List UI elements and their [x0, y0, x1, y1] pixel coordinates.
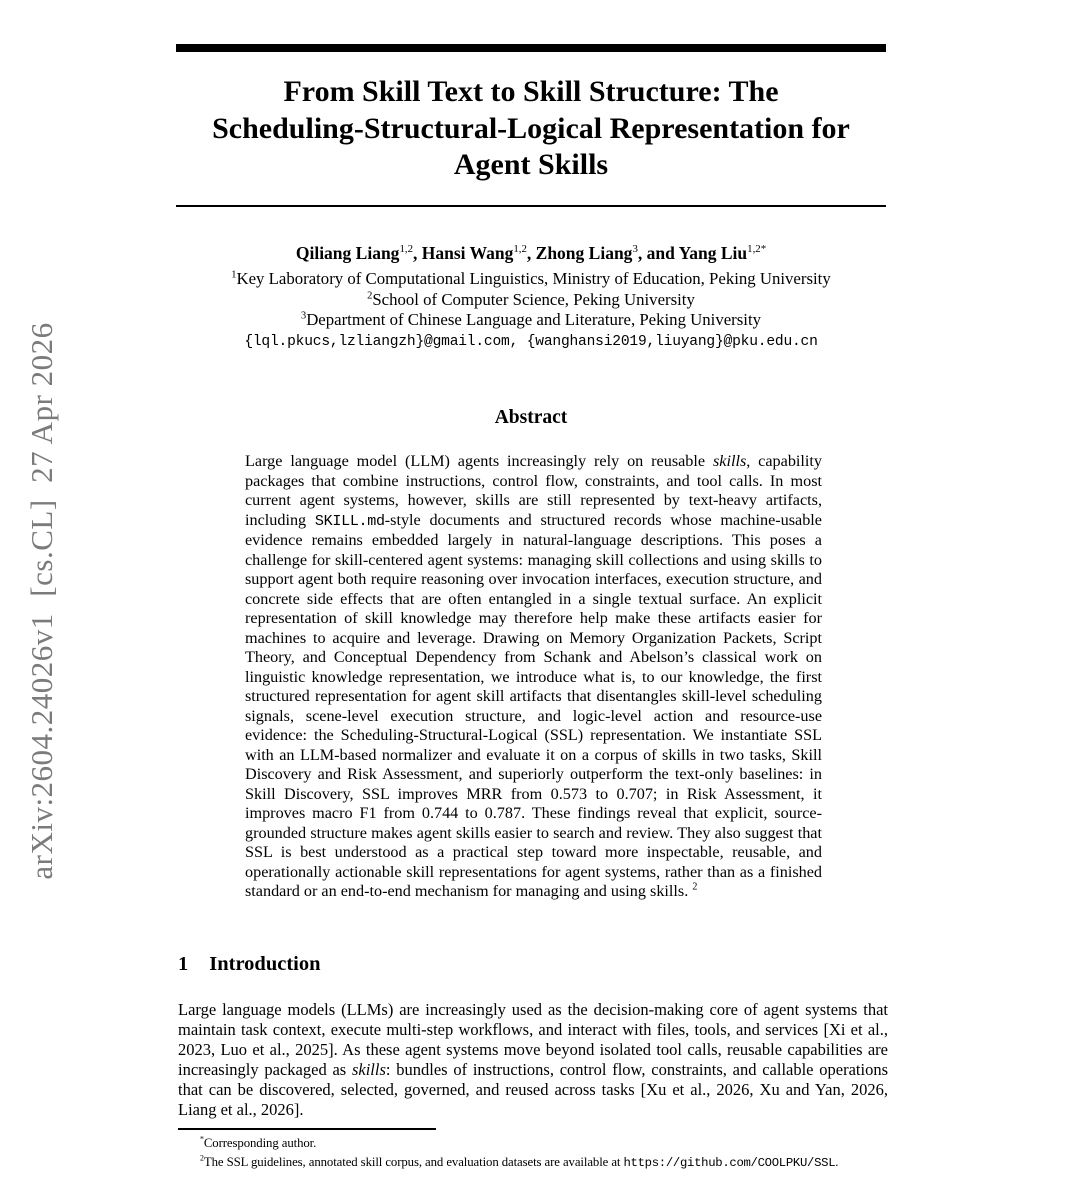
title-rule-top: [176, 44, 886, 52]
title-line-1: From Skill Text to Skill Structure: The: [283, 75, 779, 108]
text-segment: skills: [351, 1060, 386, 1079]
footnote-corresponding-author: [178, 1134, 918, 1153]
affiliation-1: [156, 269, 906, 290]
affiliation-2: [156, 290, 906, 311]
author-block: [156, 243, 906, 350]
footnote-2-text: [204, 1155, 839, 1169]
text-segment: , and: [637, 243, 679, 263]
affiliation-1-text: Key Laboratory of Computational Linguistics, Ministry of Education, Peking University: [236, 269, 831, 288]
text-segment: 3: [632, 243, 638, 256]
text-segment: ,: [413, 243, 422, 263]
text-segment: : bundles of instructions, control flow, constraints, and callable operations that can be discovered, selected, governed, and reused across tasks [Xu et al., 2026, Xu and Yan, 2026, Liang et al., 2026].: [178, 1060, 889, 1119]
author-emails: {lql.pkucs,lzliangzh}@gmail.com, {wanghansi2019,liuyang}@pku.edu.cn: [244, 333, 818, 350]
affiliation-3-marker: 3: [300, 310, 307, 322]
affiliation-3-text: Department of Chinese Language and Literature, Peking University: [306, 310, 762, 330]
text-segment: ,: [526, 243, 536, 263]
text-segment: , capability packages that combine instructions, control flow, constraints, and tool calls. In most current agent systems, however, skills are still represented by text-heavy artifacts, including: [245, 452, 823, 529]
text-segment: 1,2*: [747, 243, 767, 256]
affiliation-2-text: School of Computer Science, Peking University: [372, 289, 695, 309]
title-line-2: Scheduling-Structural-Logical Representation for: [212, 111, 850, 145]
section-title: Introduction: [209, 953, 321, 975]
text-segment: Hansi Wang: [421, 243, 514, 263]
author-names: [156, 243, 906, 264]
text-segment: skills: [712, 452, 747, 470]
section-number: 1: [178, 953, 189, 975]
text-segment: Zhong Liang: [535, 243, 633, 263]
github-repo-link[interactable]: https://github.com/COOLPKU/SSL: [623, 1155, 836, 1170]
text-segment: .: [835, 1154, 839, 1169]
text-segment: SKILL.md: [314, 511, 385, 530]
arxiv-watermark: arXiv:2604.24026v1 [cs.CL] 27 Apr 2026: [24, 322, 59, 880]
footnote-1-text: [204, 1136, 316, 1150]
footnote-block: [178, 1134, 918, 1172]
text-segment: Yang Liu: [678, 243, 748, 263]
text-segment: Large language model (LLM) agents increasingly rely on reusable: [245, 452, 713, 470]
affiliation-1-marker: 1: [231, 269, 237, 281]
text-segment: Qiliang Liang: [295, 243, 400, 263]
footnote-resources: [178, 1153, 918, 1173]
footnote-rule: [178, 1128, 436, 1130]
abstract-body: [245, 452, 822, 902]
text-segment: 1,2: [399, 243, 413, 256]
text-segment: -style documents and structured records whose machine-usable evidence remains embedded largely in natural-language descriptions. This poses a challenge for skill-centered agent systems: managing skill collections and using skills to support agent both require reasoning over invocation interfaces, execution structure, and concrete side effects that are often entangled in a single textual surface. An explicit representation of skill knowledge may therefore help make these artifacts easier for machines to acquire and leverage. Drawing on Memory Organization Packets, Script Theory, and Conceptual Dependency from Schank and Abelson’s classical work on linguistic knowledge representation, we introduce what is, to our knowledge, the first structured representation for agent skill artifacts that disentangles skill-level scheduling signals, scene-level execution structure, and logic-level action and resource-use evidence: the Scheduling-Structural-Logical (SSL) representation. We instantiate SSL with an LLM-based normalizer and evaluate it on a corpus of skills in two tasks, Skill Discovery and Risk Assessment, and superiorly outperform the text-only baselines: in Skill Discovery, SSL improves MRR from 0.573 to 0.707; in Risk Assessment, it improves macro F1 from 0.744 to 0.787. These findings reveal that explicit, source-grounded structure makes agent skills easier to search and review. They also suggest that SSL is best understood as a practical step toward more inspectable, reusable, and operationally actionable skill representations for agent systems, rather than as a finished standard or an end-to-end mechanism for managing and using skills.: [245, 510, 822, 900]
text-segment: 2: [692, 881, 698, 893]
affiliation-3: [156, 310, 906, 331]
paper-title: [176, 74, 886, 184]
affiliation-2-marker: 2: [367, 290, 373, 301]
text-segment: Corresponding author.: [203, 1136, 317, 1150]
text-segment: 1,2: [513, 243, 527, 256]
title-line-3: Agent Skills: [453, 148, 609, 181]
title-rule-bottom: [176, 205, 886, 207]
footnote-2-marker: 2: [200, 1153, 204, 1163]
introduction-paragraph: [178, 1000, 888, 1120]
abstract-heading: Abstract: [494, 407, 568, 428]
section-heading-introduction: [178, 953, 321, 976]
text-segment: Large language models (LLMs) are increasingly used as the decision-making core of agent systems that maintain task context, execute multi-step workflows, and interact with files, tools, and services [Xi et al., 2023, Luo et al., 2025]. As these agent systems move beyond isolated tool calls, reusable capabilities are increasingly packaged as: [178, 1000, 888, 1079]
footnote-1-marker: *: [200, 1134, 204, 1144]
text-segment: The SSL guidelines, annotated skill corpus, and evaluation datasets are available at: [203, 1154, 624, 1169]
